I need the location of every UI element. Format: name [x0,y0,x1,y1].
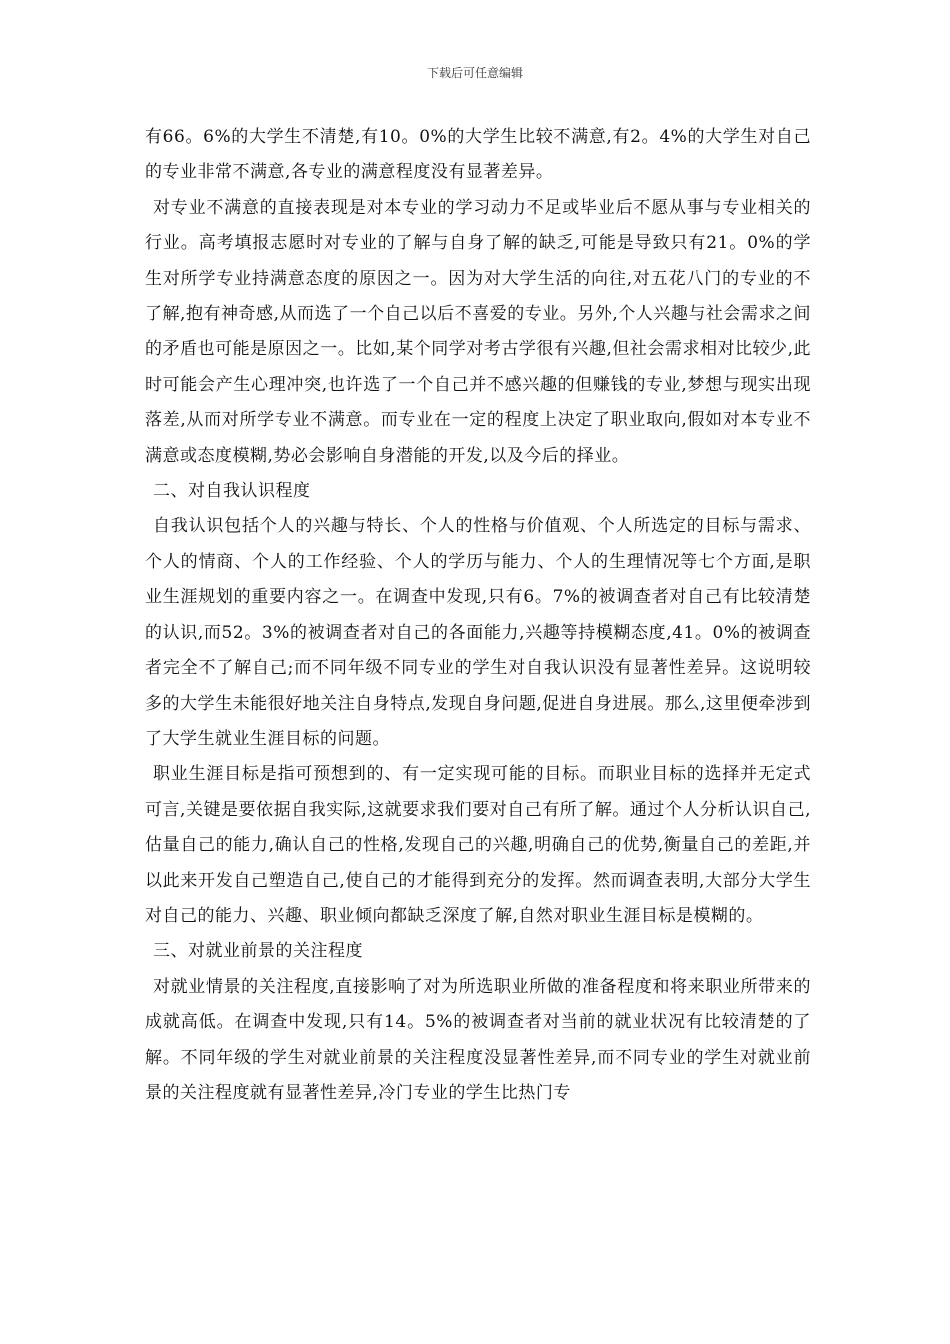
paragraph-satisfaction-stats: 有66。6%的大学生不清楚,有10。0%的大学生比较不满意,有2。4%的大学生对自己的专业非常不满意,各专业的满意程度没有显著差异。 [145,127,811,183]
section-heading-employment-outlook: 三、对就业前景的关注程度 [153,941,363,962]
page-header: 下载后可任意编辑 [426,66,523,80]
paragraph-self-awareness: 自我认识包括个人的兴趣与特长、个人的性格与价值观、个人所选定的目标与需求、个人的情商、个人的工作经验、个人的学历与能力、个人的生理情况等七个方面,是职业生涯规划的重要内容之一。在调查中发现,只有6。7%的被调查者对自己有比较清楚的认识,而52。3%的被调查者对自己的各面能力,兴趣等持模糊态度,41。0%的被调查者完全不了解自己;而不同年级不同专业的学生对自我认识没有显著性差异。这说明较多的大学生未能很好地关注自身特点,发现自身问题,促进自身进展。那么,这里便牵涉到了大学生就业生涯目标的问题。 [145,516,811,749]
paragraph-career-goals: 职业生涯目标是指可预想到的、有一定实现可能的目标。而职业目标的选择并无定式可言,关键是要依据自我实际,这就要求我们要对自己有所了解。通过个人分析认识自己,估量自己的能力,确认自己的性格,发现自己的兴趣,明确自己的优势,衡量自己的差距,并以此来开发自己塑造自己,使自己的才能得到充分的发挥。然而调查表明,大部分大学生对自己的能力、兴趣、职业倾向都缺乏深度了解,自然对职业生涯目标是模糊的。 [145,764,811,926]
document-body [145,120,811,1111]
section-heading-self-awareness: 二、对自我认识程度 [153,481,311,502]
paragraph-major-dissatisfaction: 对专业不满意的直接表现是对本专业的学习动力不足或毕业后不愿从事与专业相关的行业。高考填报志愿时对专业的了解与自身了解的缺乏,可能是导致只有21。0%的学生对所学专业持满意态度的原因之一。因为对大学生活的向往,对五花八门的专业的不了解,抱有神奇感,从而选了一个自己以后不喜爱的专业。另外,个人兴趣与社会需求之间的矛盾也可能是原因之一。比如,某个同学对考古学很有兴趣,但社会需求相对比较少,此时可能会产生心理冲突,也许选了一个自己并不感兴趣的但赚钱的专业,梦想与现实出现落差,从而对所学专业不满意。而专业在一定的程度上决定了职业取向,假如对本专业不满意或态度模糊,势必会影响自身潜能的开发,以及今后的择业。 [145,197,811,466]
paragraph-employment-outlook: 对就业情景的关注程度,直接影响了对为所选职业所做的准备程度和将来职业所带来的成就高低。在调查中发现,只有14。5%的被调查者对当前的就业状况有比较清楚的了解。不同年级的学生对就业前景的关注程度没显著性差异,而不同专业的学生对就业前景的关注程度就有显著性差异,冷门专业的学生比热门专 [145,976,811,1103]
